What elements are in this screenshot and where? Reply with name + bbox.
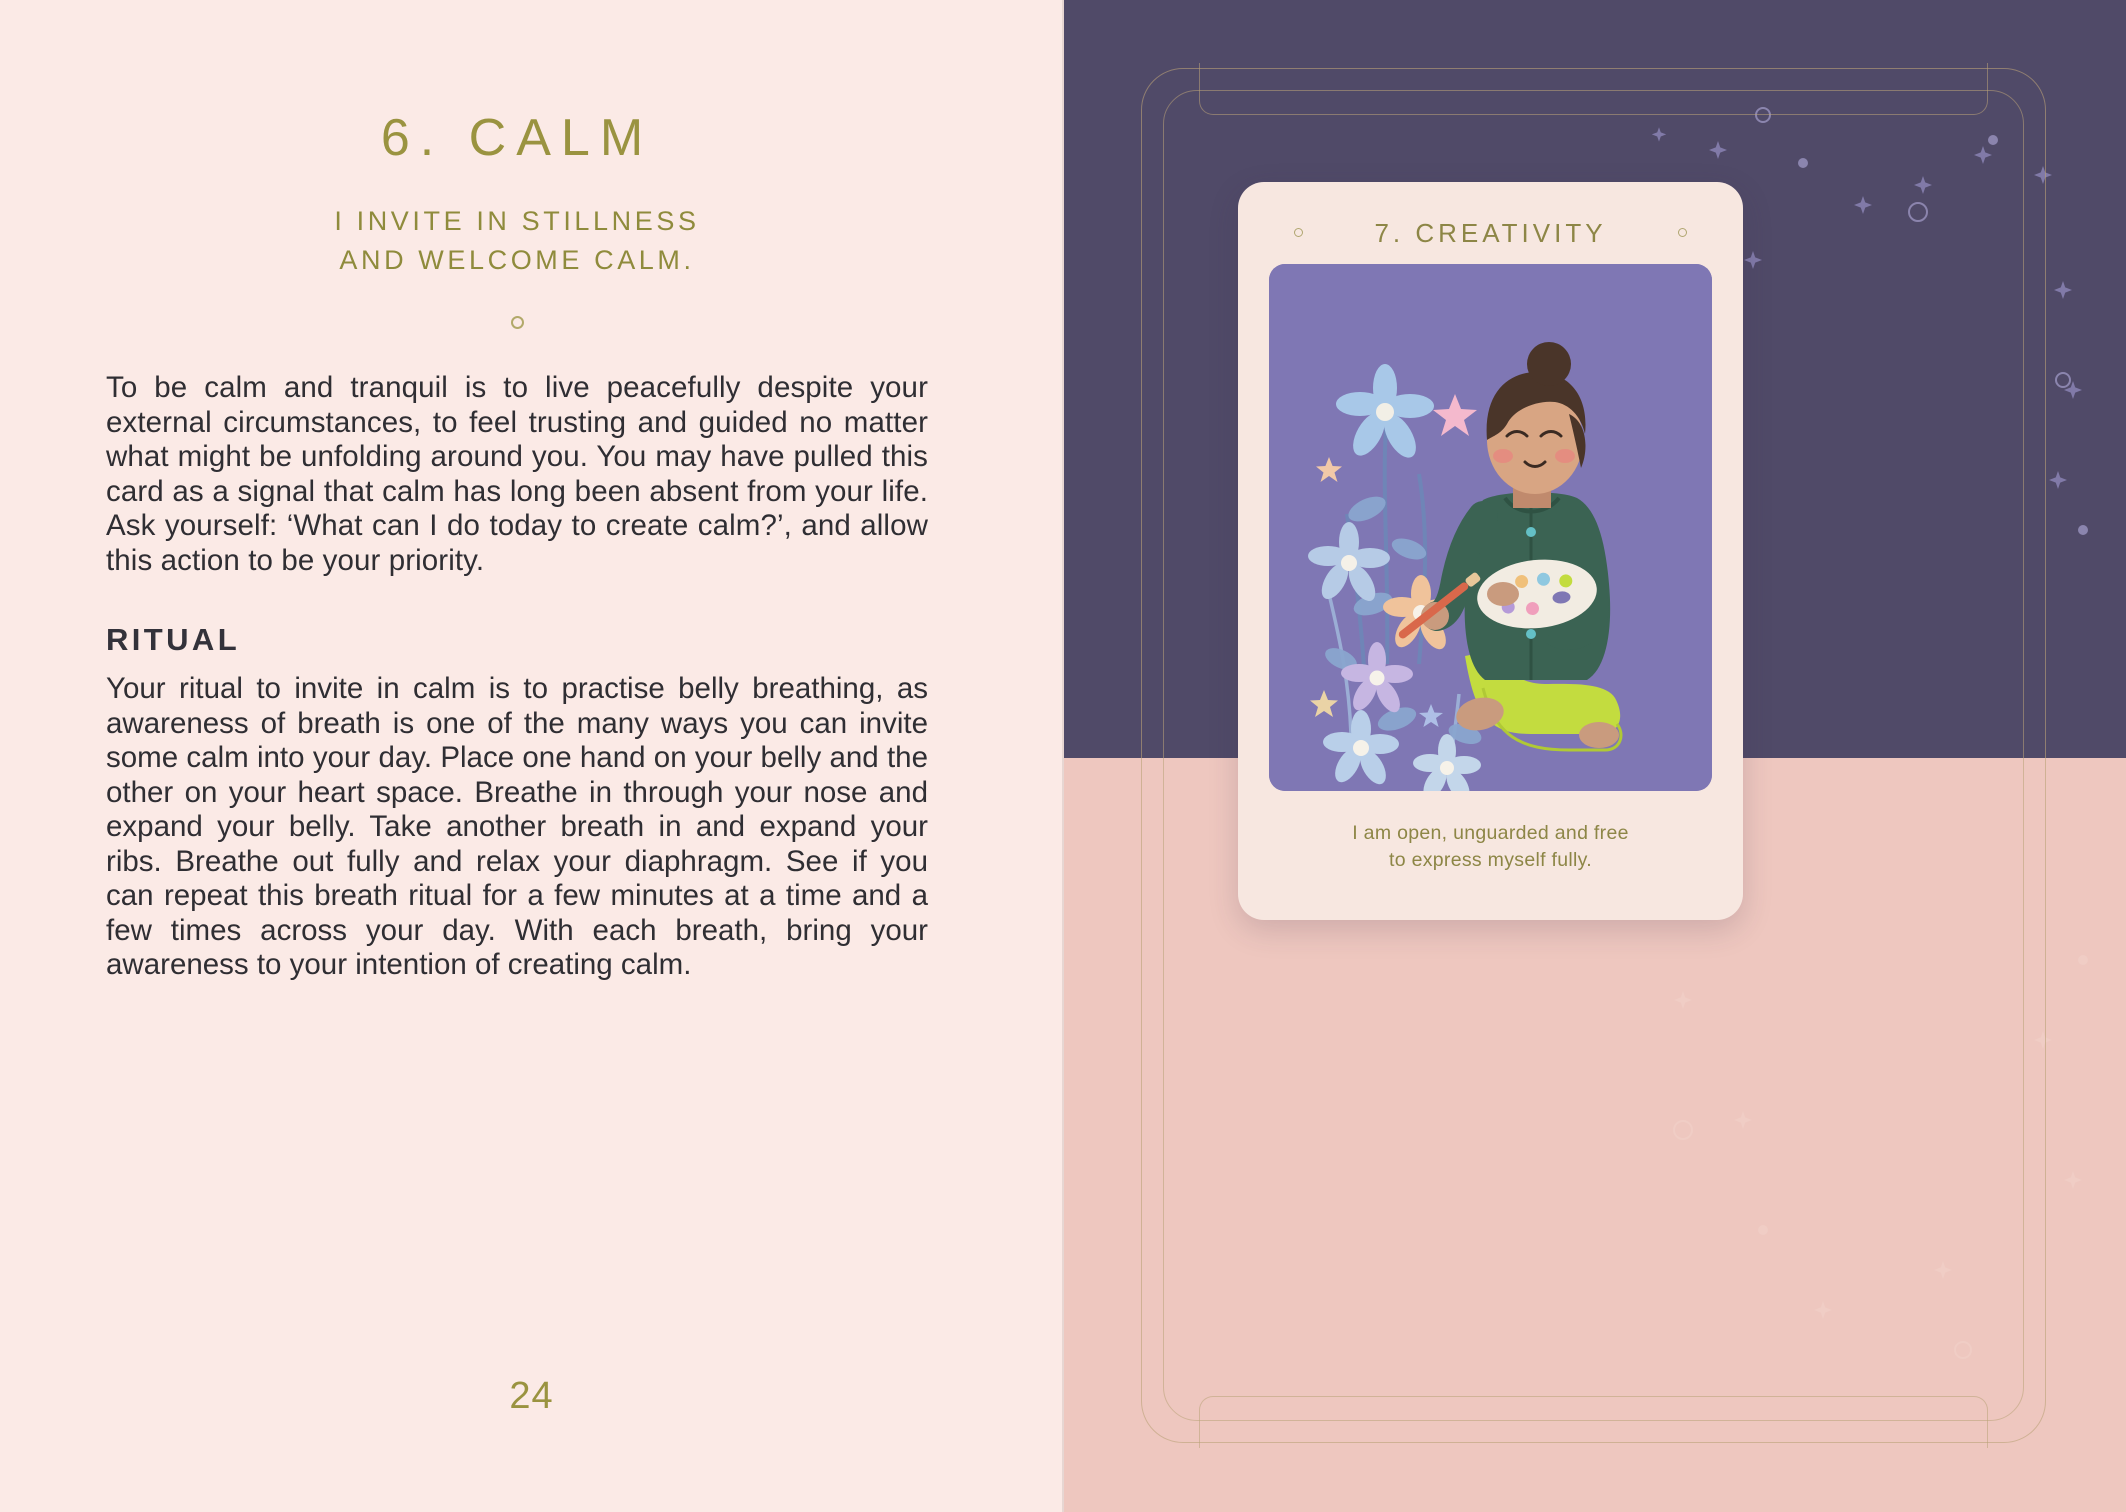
oracle-card[interactable]	[1238, 182, 1743, 920]
affirmation-line-1: I INVITE IN STILLNESS	[334, 206, 700, 236]
ritual-paragraph: Your ritual to invite in calm is to practise belly breathing, as awareness of breath is one of the many ways you can invite some calm into your day. Place one hand on your belly and the other on your heart space. Breathe in through your nose and expand your belly. Take another breath in and expand your ribs. Breathe out fully and relax your diaphragm. See if you can repeat this breath ritual for a few minutes at a time and a few times across your day. With each breath, bring your awareness to your intention of creating calm.	[106, 672, 928, 982]
page-number: 24	[509, 1375, 554, 1417]
left-page-content	[106, 0, 928, 1512]
body-paragraph: To be calm and tranquil is to live peacefully despite your external circumstances, to feel trusting and guided no matter what might be unfolding around you. You may have pulled this card as a signal that calm has long been absent from your life. Ask yourself: ‘What can I do today to create calm?’, and allow this action to be your priority.	[106, 371, 928, 577]
page-gutter-divider	[1062, 0, 1064, 1512]
card-title: 7. CREATIVITY	[1374, 218, 1607, 248]
affirmation	[106, 202, 928, 280]
card-caption	[1238, 820, 1743, 874]
card-caption-line-2: to express myself fully.	[1389, 848, 1592, 871]
right-page	[1063, 0, 2126, 1512]
page-title: 6. CALM	[380, 109, 654, 167]
section-heading-ritual: RITUAL	[106, 622, 241, 658]
small-circle-icon	[511, 316, 524, 329]
affirmation-line-2: AND WELCOME CALM.	[339, 245, 695, 276]
woman-painting-flowers-illustration	[1269, 264, 1712, 791]
card-caption-line-1: I am open, unguarded and free	[1352, 822, 1629, 844]
